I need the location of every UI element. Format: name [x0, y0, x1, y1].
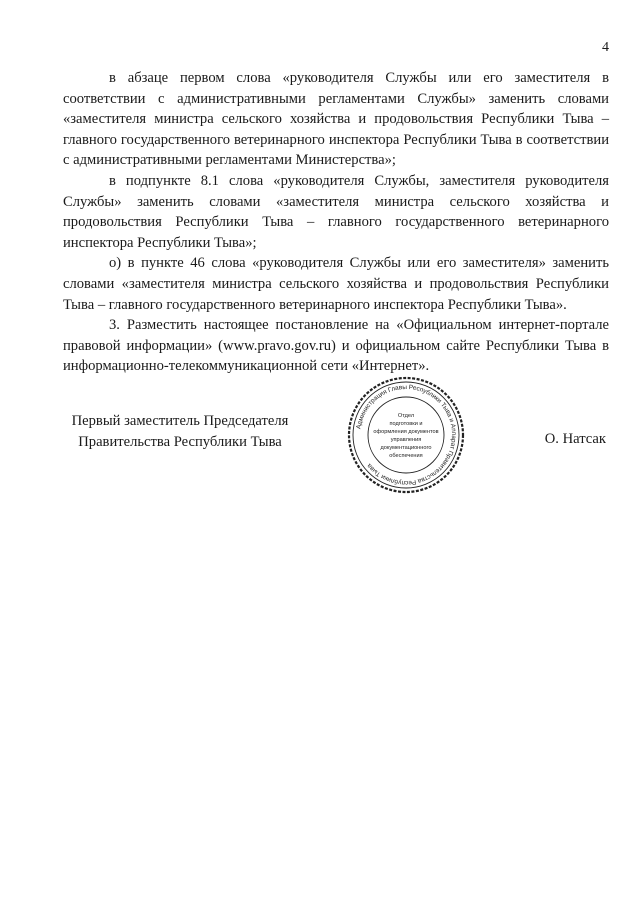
signature-block — [60, 383, 610, 515]
signer-title — [60, 411, 300, 452]
signer-name: О. Натсак — [544, 431, 606, 447]
stamp-ring-text: Администрация Главы Республики Тыва и Аппарат Правительства Республики Тыва — [355, 383, 458, 487]
signer-title-line-2: Правительства Республики Тыва — [78, 433, 282, 450]
stamp-line-5: документационного — [380, 445, 432, 451]
paragraph-2: в подпункте 8.1 слова «руководителя Службы, заместителя руководителя Службы» заменить словами «заместителя министра сельского хозяйства и продовольствия Республики Тыва – главного государственного ветеринарного инспектора Республики Тыва»; — [63, 172, 609, 251]
stamp-line-3: оформления документов — [373, 429, 439, 435]
stamp-line-2: подготовки и — [389, 421, 423, 427]
official-stamp — [346, 375, 466, 495]
paragraph-4: 3. Разместить настоящее постановление на «Официальном интернет-портале правовой информации» (www.pravo.gov.ru) и официальном сайте Республики Тыва в информационно-телекоммуникационной сети «Интернет». — [63, 317, 609, 375]
signer-title-line-1: Первый заместитель Председателя — [71, 413, 289, 429]
page-number: 4 — [602, 40, 609, 55]
document-body — [63, 68, 609, 377]
stamp-line-1: Отдел — [397, 413, 415, 419]
paragraph-1: в абзаце первом слова «руководителя Службы или его заместителя в соответствии с административными регламентами Службы» заменить словами «заместителя министра сельского хозяйства и продовольствия Республики Тыва – главного государственного ветеринарного инспектора Республики Тыва в соответствии с административными регламентами Министерства»; — [63, 70, 609, 169]
stamp-line-4: управления — [390, 437, 422, 443]
stamp-line-6: обеспечения — [389, 453, 423, 459]
paragraph-3: о) в пункте 46 слова «руководителя Службы или его заместителя» заменить словами «заместителя министра сельского хозяйства и продовольствия Республики Тыва – главного государственного ветеринарного инспектора Республики Тыва». — [63, 255, 609, 313]
